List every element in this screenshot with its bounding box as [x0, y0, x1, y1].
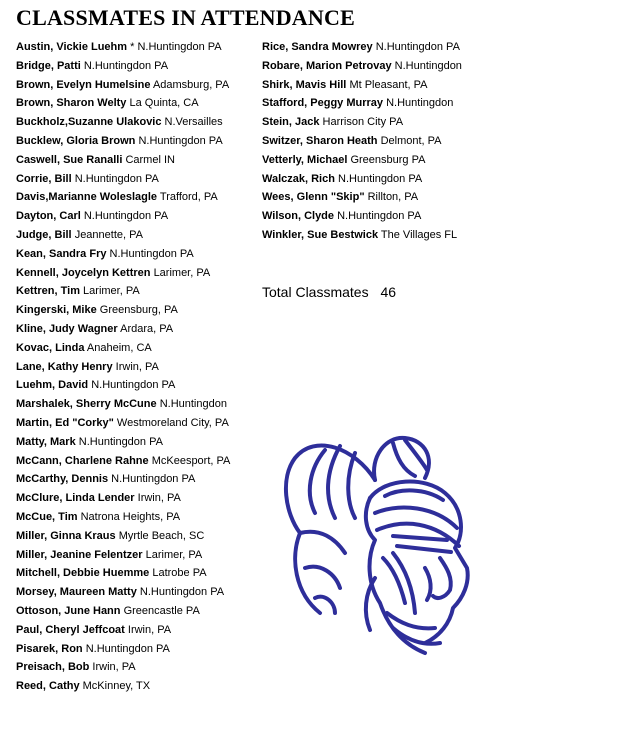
attendee-name: Matty, Mark: [16, 435, 76, 448]
attendee-name: Caswell, Sue Ranalli: [16, 153, 123, 166]
attendee-name: Winkler, Sue Bestwick: [262, 228, 379, 241]
attendee-row: [16, 395, 261, 414]
attendee-location: Larimer, PA: [145, 548, 203, 561]
attendee-row: [16, 226, 261, 245]
attendee-name: Walczak, Rich: [262, 172, 335, 185]
attendee-name: Kennell, Joycelyn Kettren: [16, 266, 151, 279]
attendee-row: [262, 207, 517, 226]
attendee-row: [16, 602, 261, 621]
attendee-name: Bridge, Patti: [16, 59, 81, 72]
attendee-location: Irwin, PA: [115, 360, 159, 373]
attendee-row: [16, 677, 261, 696]
knight-mascot-illustration: [275, 418, 490, 668]
attendee-name: Switzer, Sharon Heath: [262, 134, 378, 147]
attendee-name: Reed, Cathy: [16, 680, 80, 693]
attendee-row: [262, 57, 517, 76]
attendee-row: [16, 282, 261, 301]
attendee-location: Natrona Heights, PA: [80, 510, 181, 523]
attendee-row: [16, 583, 261, 602]
attendee-location: Anaheim, CA: [86, 341, 152, 354]
attendee-name: Martin, Ed "Corky": [16, 416, 114, 429]
attendee-row: [16, 564, 261, 583]
attendee-name: Brown, Sharon Welty: [16, 97, 127, 110]
right-attendee-list: [262, 38, 517, 245]
attendee-row: [16, 264, 261, 283]
attendee-location: N.Huntingdon PA: [139, 586, 225, 599]
attendee-location: Larimer, PA: [153, 266, 211, 279]
attendee-name: Morsey, Maureen Matty: [16, 586, 137, 599]
attendee-row: [16, 94, 261, 113]
attendee-location: Adamsburg, PA: [152, 78, 230, 91]
attendee-location: Irwin, PA: [137, 492, 181, 505]
attendee-location: Irwin, PA: [127, 623, 172, 636]
attendee-name: Preisach, Bob: [16, 661, 90, 674]
attendee-row: [16, 376, 261, 395]
attendee-row: [16, 414, 261, 433]
attendee-row: [262, 170, 517, 189]
attendee-location: Mt Pleasant, PA: [349, 78, 428, 91]
attendee-row: [16, 245, 261, 264]
page-title: CLASSMATES IN ATTENDANCE: [16, 5, 355, 30]
attendee-name: Kovac, Linda: [16, 341, 85, 354]
attendee-row: [262, 132, 517, 151]
attendee-name: Stafford, Peggy Murray: [262, 97, 384, 110]
attendee-row: [262, 188, 517, 207]
attendee-row: [16, 170, 261, 189]
attendee-name: McCarthy, Dennis: [16, 473, 109, 486]
attendee-row: [16, 339, 261, 358]
attendee-name: Stein, Jack: [262, 116, 320, 129]
attendee-name: Austin, Vickie Luehm: [16, 41, 128, 53]
attendee-row: [262, 151, 517, 170]
attendee-name: Robare, Marion Petrovay: [262, 59, 392, 72]
attendee-location: N.Huntingdon PA: [74, 172, 159, 185]
attendee-name: McCann, Charlene Rahne: [16, 454, 149, 467]
attendee-row: [16, 470, 261, 489]
attendee-location: Jeannette, PA: [74, 228, 143, 241]
attendee-name: Mitchell, Debbie Huemme: [16, 567, 150, 580]
attendee-location: The Villages FL: [380, 228, 458, 241]
attendee-name: Luehm, David: [16, 379, 89, 392]
attendee-name: Shirk, Mavis Hill: [262, 78, 347, 91]
attendee-row: [16, 207, 261, 226]
attendee-row: [16, 527, 261, 546]
attendee-row: [16, 452, 261, 471]
attendee-location: N.Huntingdon PA: [338, 172, 423, 185]
attendee-name: Lane, Kathy Henry: [16, 360, 113, 373]
attendee-location: N.Huntingdon PA: [83, 59, 169, 72]
attendee-name: Paul, Cheryl Jeffcoat: [16, 623, 125, 636]
attendee-row: [16, 38, 261, 57]
attendee-location: McKeesport, PA: [151, 454, 231, 467]
attendee-location: N.Huntingdon: [394, 59, 462, 72]
attendee-row: [262, 94, 517, 113]
attendee-location: N.Huntingdon: [386, 97, 454, 110]
attendee-location: Irwin, PA: [92, 661, 136, 674]
attendee-row: [16, 658, 261, 677]
attendee-name: McClure, Linda Lender: [16, 492, 135, 505]
attendee-location: Greensburg PA: [350, 153, 426, 166]
attendee-name: Wilson, Clyde: [262, 210, 335, 223]
attendee-location: Trafford, PA: [159, 191, 218, 204]
total-classmates: [262, 284, 396, 300]
attendee-name: Bucklew, Gloria Brown: [16, 134, 136, 147]
attendee-name: Pisarek, Ron: [16, 642, 83, 655]
attendee-location: Ardara, PA: [120, 322, 174, 335]
total-value: 46: [380, 284, 397, 300]
attendee-name: Kettren, Tim: [16, 285, 80, 298]
attendee-name: Judge, Bill: [16, 228, 72, 241]
attendee-name: Kingerski, Mike: [16, 304, 97, 317]
attendee-location: Greencastle PA: [123, 604, 200, 617]
attendee-location: Delmont, PA: [380, 134, 442, 147]
attendee-location: N.Huntingdon PA: [83, 210, 169, 223]
attendee-row: [16, 151, 261, 170]
attendee-row: [16, 358, 261, 377]
attendee-row: [16, 489, 261, 508]
attendee-name: Kean, Sandra Fry: [16, 247, 107, 260]
attendee-name: Brown, Evelyn Humelsine: [16, 78, 151, 91]
attendee-name: McCue, Tim: [16, 510, 78, 523]
attendee-location: N.Versailles: [164, 116, 223, 129]
attendee-row: [16, 132, 261, 151]
attendee-location: N.Huntingdon: [159, 398, 227, 411]
attendee-row: [262, 76, 517, 95]
attendee-name: Wees, Glenn "Skip": [262, 191, 365, 204]
attendee-name: Corrie, Bill: [16, 172, 72, 185]
attendee-row: [262, 38, 517, 57]
attendee-location: Latrobe PA: [152, 567, 207, 580]
attendee-location: N.Huntingdon PA: [138, 134, 223, 147]
attendee-row: [16, 113, 261, 132]
attendee-name: Miller, Jeanine Felentzer: [16, 548, 143, 561]
attendee-row: [16, 433, 261, 452]
attendee-name: Ottoson, June Hann: [16, 604, 121, 617]
left-attendee-list: [16, 38, 261, 696]
attendee-row: [16, 320, 261, 339]
attendee-name: Rice, Sandra Mowrey: [262, 41, 373, 53]
attendee-name: Marshalek, Sherry McCune: [16, 398, 157, 411]
total-label: Total Classmates: [262, 284, 369, 300]
attendee-row: [16, 301, 261, 320]
attendee-name: Miller, Ginna Kraus: [16, 529, 116, 542]
attendee-row: [16, 546, 261, 565]
attendee-location: N.Huntingdon PA: [337, 210, 422, 223]
attendee-location: Greensburg, PA: [99, 304, 178, 317]
attendee-location: Harrison City PA: [322, 116, 404, 129]
attendee-row: [262, 113, 517, 132]
attendee-location: Carmel IN: [125, 153, 175, 166]
attendee-row: [16, 57, 261, 76]
attendee-location: Larimer, PA: [83, 285, 140, 298]
attendee-location: N.Huntingdon PA: [91, 379, 176, 392]
attendee-row: [16, 76, 261, 95]
attendee-location: N.Huntingdon PA: [78, 435, 163, 448]
attendee-location: N.Huntingdon PA: [375, 41, 460, 53]
attendee-name: Davis,Marianne Woleslagle: [16, 191, 158, 204]
attendee-location: La Quinta, CA: [129, 97, 199, 110]
attendee-location: N.Huntingdon PA: [85, 642, 170, 655]
attendee-location: Myrtle Beach, SC: [118, 529, 205, 542]
attendee-location: Westmoreland City, PA: [116, 416, 229, 429]
attendee-row: [16, 508, 261, 527]
attendee-name: Buckholz,Suzanne Ulakovic: [16, 116, 162, 129]
attendee-location: * N.Huntingdon PA: [130, 41, 222, 53]
attendee-location: N.Huntingdon PA: [111, 473, 196, 486]
attendee-location: N.Huntingdon PA: [109, 247, 194, 260]
attendee-row: [262, 226, 517, 245]
attendee-name: Dayton, Carl: [16, 210, 81, 223]
attendee-location: Rillton, PA: [367, 191, 419, 204]
attendee-name: Kline, Judy Wagner: [16, 322, 118, 335]
attendee-row: [16, 621, 261, 640]
attendee-name: Vetterly, Michael: [262, 153, 348, 166]
attendee-row: [16, 640, 261, 659]
attendee-row: [16, 188, 261, 207]
attendee-location: McKinney, TX: [82, 680, 151, 693]
